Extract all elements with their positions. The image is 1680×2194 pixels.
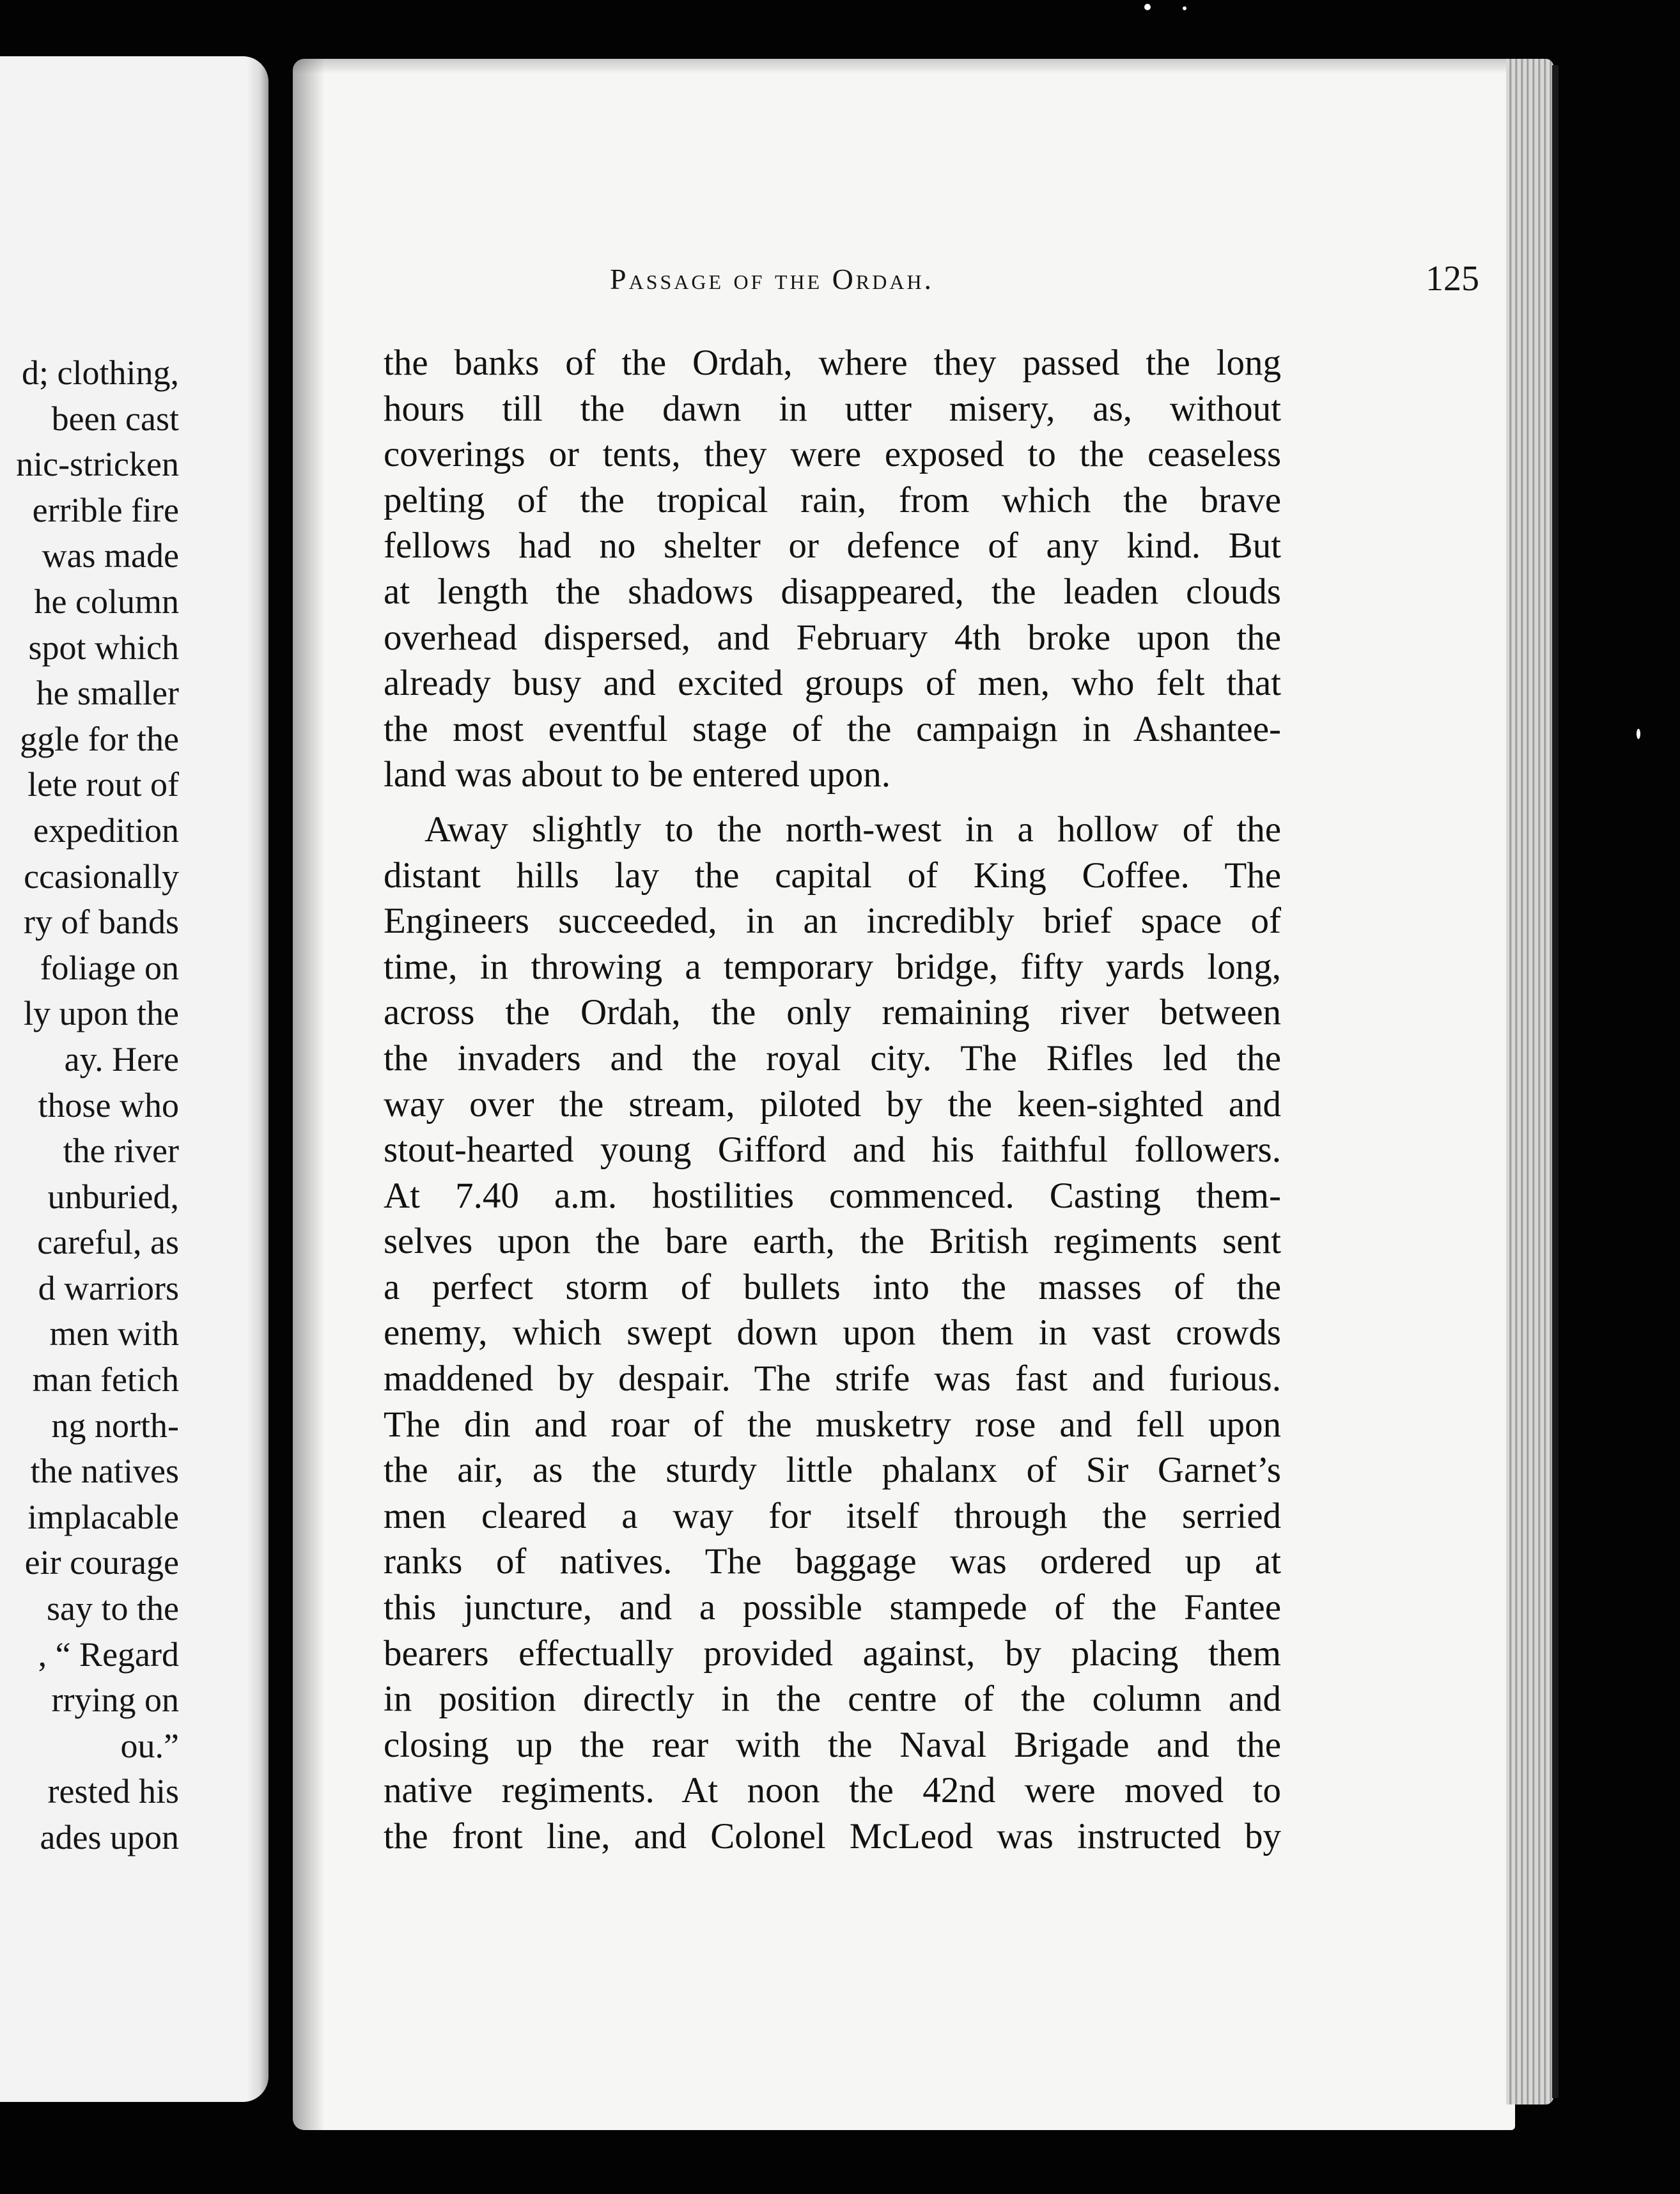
- left-page: [0, 56, 268, 2102]
- left-line: ng north-: [51, 1406, 179, 1445]
- text-line: at length the shadows disappeared, the leaden clouds: [384, 571, 1281, 612]
- text-line: the invaders and the royal city. The Rifles led the: [384, 1038, 1281, 1078]
- left-page-text: [0, 350, 179, 1861]
- left-line: rested his: [47, 1772, 179, 1811]
- left-line: ccasionally: [24, 857, 179, 896]
- running-title: Passage of the Ordah.: [610, 263, 935, 295]
- left-line: nic-stricken: [16, 445, 179, 484]
- text-line: At 7.40 a.m. hostilities commenced. Casting them-: [384, 1175, 1281, 1216]
- text-line: the front line, and Colonel McLeod was instructed by: [384, 1816, 1281, 1856]
- left-line: ry of bands: [24, 903, 179, 942]
- left-line: rrying on: [51, 1681, 179, 1720]
- text-line: in position directly in the centre of the column and: [384, 1679, 1281, 1720]
- text-line: across the Ordah, the only remaining river between: [384, 992, 1281, 1033]
- text-line: overhead dispersed, and February 4th broke upon the: [384, 617, 1281, 658]
- text-line: The din and roar of the musketry rose and fell upon: [384, 1404, 1281, 1445]
- left-line: , “ Regard: [38, 1635, 179, 1674]
- left-line: say to the: [47, 1589, 179, 1628]
- left-line: ggle for the: [20, 719, 179, 758]
- left-line: men with: [49, 1314, 179, 1353]
- text-line: hours till the dawn in utter misery, as, without: [384, 388, 1281, 429]
- text-line: time, in throwing a temporary bridge, fifty yards long,: [384, 946, 1281, 987]
- left-line: the river: [63, 1132, 179, 1171]
- text-line: fellows had no shelter or defence of any kind. But: [384, 525, 1281, 566]
- left-line: man fetich: [32, 1360, 179, 1399]
- left-line: expedition: [33, 811, 179, 850]
- text-line: enemy, which swept down upon them in vast crowds: [384, 1312, 1281, 1353]
- left-line: he column: [34, 582, 179, 621]
- top-edge-shadow: [293, 59, 1515, 74]
- text-line: land was about to be entered upon.: [384, 754, 891, 795]
- text-line: Away slightly to the north-west in a hollow of the: [424, 809, 1281, 850]
- left-line: ades upon: [40, 1818, 179, 1856]
- binding-shadow: [293, 59, 325, 2130]
- left-line: spot which: [28, 628, 179, 667]
- left-line: ou.”: [120, 1726, 179, 1765]
- text-line: native regiments. At noon the 42nd were moved to: [384, 1770, 1281, 1811]
- gutter-shadow: [247, 56, 268, 2102]
- scan-speck: [1144, 4, 1151, 10]
- page-number: 125: [1426, 259, 1479, 299]
- text-line: closing up the rear with the Naval Brigade and the: [384, 1724, 1281, 1765]
- left-line: lete rout of: [27, 765, 179, 804]
- text-line: coverings or tents, they were exposed to the ceaseless: [384, 434, 1281, 475]
- scan-speck: [1183, 6, 1186, 10]
- left-line: errible fire: [32, 490, 179, 529]
- scan-speck: [1637, 729, 1640, 739]
- left-line: the natives: [30, 1452, 179, 1491]
- text-line: the most eventful stage of the campaign in Ashantee-: [384, 708, 1281, 749]
- left-line: unburied,: [47, 1177, 179, 1216]
- text-line: men cleared a way for itself through the serried: [384, 1495, 1281, 1536]
- left-line: eir courage: [24, 1543, 179, 1582]
- text-line: bearers effectually provided against, by placing them: [384, 1633, 1281, 1674]
- right-page: [293, 59, 1515, 2130]
- text-line: Engineers succeeded, in an incredibly brief space of: [384, 901, 1281, 942]
- left-line: was made: [42, 536, 179, 575]
- text-line: distant hills lay the capital of King Coffee. The: [384, 855, 1281, 896]
- left-line: he smaller: [36, 674, 179, 713]
- text-line: a perfect storm of bullets into the masses of the: [384, 1266, 1281, 1307]
- left-line: implacable: [27, 1497, 179, 1536]
- text-line: this juncture, and a possible stampede of the Fantee: [384, 1587, 1281, 1628]
- text-line: way over the stream, piloted by the keen-sighted and: [384, 1084, 1281, 1124]
- left-line: ly upon the: [24, 994, 179, 1033]
- text-line: already busy and excited groups of men, who felt that: [384, 663, 1281, 704]
- body-text: [384, 340, 1281, 1860]
- left-line: foliage on: [40, 948, 179, 987]
- left-line: careful, as: [37, 1223, 179, 1262]
- running-head: [610, 259, 1479, 313]
- text-line: the air, as the sturdy little phalanx of Sir Garnet’s: [384, 1450, 1281, 1491]
- left-line: d warriors: [38, 1268, 179, 1307]
- text-line: pelting of the tropical rain, from which the brave: [384, 479, 1281, 520]
- book-page-edges: [1506, 59, 1553, 2105]
- text-line: maddened by despair. The strife was fast and furious.: [384, 1358, 1281, 1399]
- text-line: stout-hearted young Gifford and his faithful followers.: [384, 1130, 1281, 1171]
- text-line: ranks of natives. The baggage was ordered up at: [384, 1541, 1281, 1582]
- text-line: selves upon the bare earth, the British regiments sent: [384, 1221, 1281, 1262]
- left-line: d; clothing,: [22, 354, 179, 392]
- left-line: ay. Here: [64, 1039, 179, 1078]
- text-line: the banks of the Ordah, where they passed the long: [384, 343, 1281, 383]
- left-line: been cast: [51, 399, 179, 438]
- left-line: those who: [38, 1085, 179, 1124]
